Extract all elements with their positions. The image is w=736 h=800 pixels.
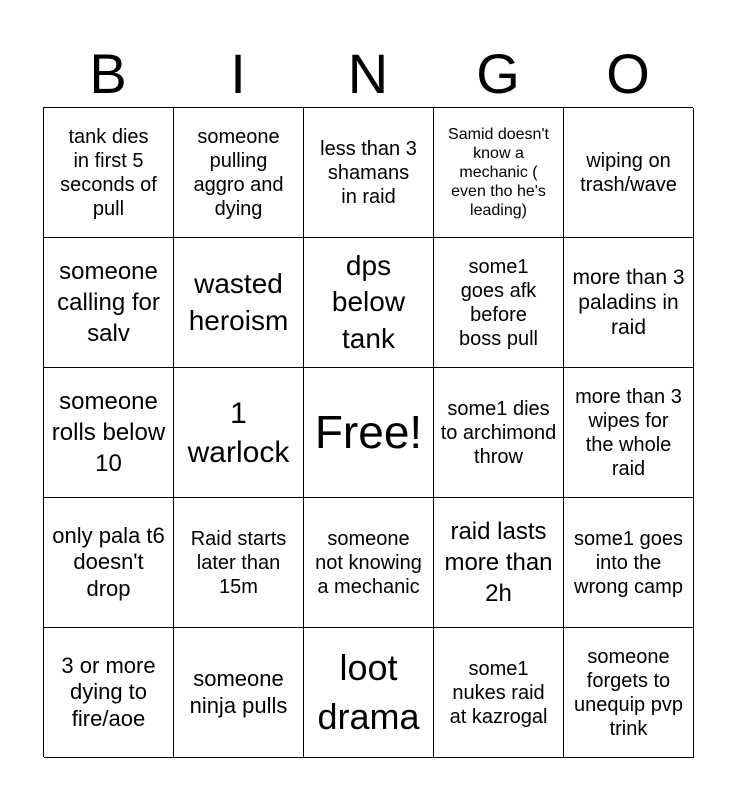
cell-text: raid lasts more than 2h [444,517,553,608]
cell-text: someone calling for salv [57,257,160,348]
bingo-cell-r5c3[interactable] [304,628,434,758]
cell-text: dps below tank [331,249,406,354]
bingo-cell-r2c5[interactable] [564,238,694,368]
cell-text: someone ninja pulls [189,666,288,718]
bingo-cell-r3c5[interactable] [564,368,694,498]
bingo-cell-r1c1[interactable] [44,108,174,238]
bingo-cell-r3c1[interactable] [44,368,174,498]
header-letter-b: B [89,42,127,105]
bingo-header [43,40,693,108]
cell-text: less than 3 shamans in raid [320,137,417,208]
cell-text: wiping on trash/wave [580,149,677,196]
bingo-cell-r2c4[interactable] [434,238,564,368]
cell-text: 3 or more dying to fire/aoe [61,652,156,731]
bingo-cell-r4c3[interactable] [304,498,434,628]
bingo-cell-r1c4[interactable] [434,108,564,238]
bingo-cell-r5c1[interactable] [44,628,174,758]
cell-text: wasted heroism [188,268,289,336]
cell-text: some1 goes into the wrong camp [574,527,683,598]
cell-text: some1 dies to archimond throw [440,397,557,468]
bingo-card [43,107,693,757]
cell-text: loot drama [317,646,420,737]
bingo-cell-r1c5[interactable] [564,108,694,238]
header-letter-n: N [347,42,389,105]
cell-text: tank dies in first 5 seconds of pull [60,125,157,220]
bingo-cell-r4c4[interactable] [434,498,564,628]
bingo-cell-r2c1[interactable] [44,238,174,368]
header-letter-o: O [606,42,650,105]
cell-text: some1 nukes raid at kazrogal [449,657,548,728]
cell-text: Raid starts later than 15m [190,527,287,598]
free-space-text: Free! [314,405,423,458]
bingo-cell-r3c2[interactable] [174,368,304,498]
header-letter-g: G [476,42,520,105]
cell-text: Samid doesn't know a mechanic ( even tho he's leading) [448,125,549,220]
bingo-cell-r2c2[interactable] [174,238,304,368]
bingo-cell-r1c3[interactable] [304,108,434,238]
cell-text: someone forgets to unequip pvp trink [574,645,683,740]
cell-text: someone rolls below 10 [51,387,166,478]
cell-text: only pala t6 doesn't drop [52,522,165,601]
header-letter-i: I [230,42,246,105]
bingo-cell-r4c5[interactable] [564,498,694,628]
bingo-cell-r4c1[interactable] [44,498,174,628]
bingo-cell-r2c3[interactable] [304,238,434,368]
bingo-cell-r5c4[interactable] [434,628,564,758]
cell-text: someone pulling aggro and dying [193,125,284,220]
bingo-cell-r4c2[interactable] [174,498,304,628]
bingo-cell-r5c2[interactable] [174,628,304,758]
cell-text: 1 warlock [187,396,290,469]
bingo-cell-r5c5[interactable] [564,628,694,758]
cell-text: some1 goes afk before boss pull [459,255,538,350]
bingo-cell-r1c2[interactable] [174,108,304,238]
cell-text: more than 3 paladins in raid [572,265,685,340]
cell-text: someone not knowing a mechanic [315,527,422,598]
bingo-cell-r3c4[interactable] [434,368,564,498]
bingo-cell-free[interactable] [304,368,434,498]
cell-text: more than 3 wipes for the whole raid [575,385,682,480]
